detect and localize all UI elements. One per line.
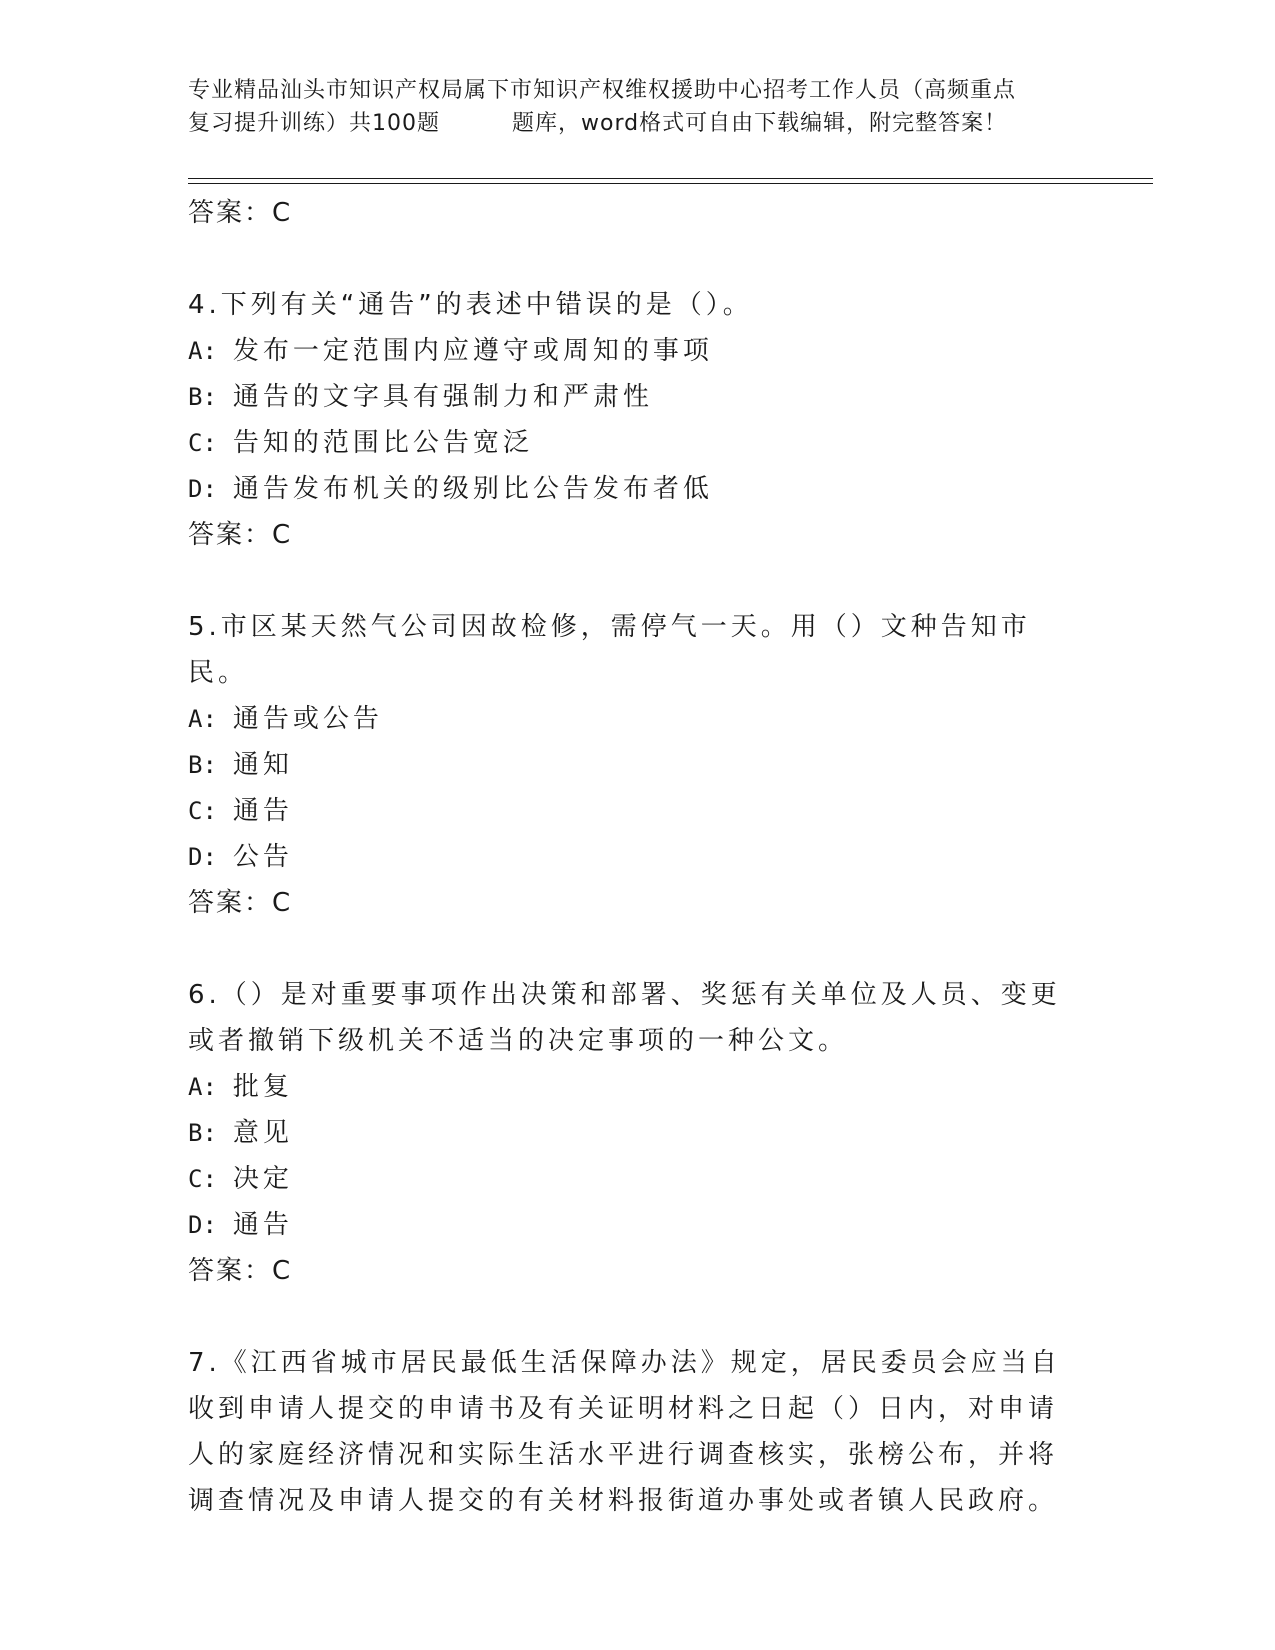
- header-line-2-part-a: 复习提升训练）共100题: [188, 111, 440, 136]
- option-key: C:: [188, 429, 217, 457]
- option-text: 通告: [232, 1210, 293, 1240]
- document-header: [188, 74, 1098, 140]
- option-text: 公告: [232, 842, 293, 872]
- option-a: [188, 1064, 1068, 1110]
- answer-line: 答案：C: [188, 1256, 293, 1286]
- option-text: 通告发布机关的级别比公告发布者低: [232, 474, 713, 504]
- option-key: C:: [188, 1165, 217, 1193]
- option-text: 通告: [232, 796, 293, 826]
- option-key: B:: [188, 1119, 217, 1147]
- option-b: [188, 1110, 1068, 1156]
- option-d: [188, 1202, 1068, 1248]
- option-text: 批复: [232, 1072, 293, 1102]
- option-b: [188, 374, 1068, 420]
- option-key: A:: [188, 1073, 217, 1101]
- header-line-1: 专业精品汕头市知识产权局属下市知识产权维权援助中心招考工作人员（高频重点: [188, 78, 1017, 103]
- option-key: A:: [188, 337, 217, 365]
- option-text: 告知的范围比公告宽泛: [232, 428, 533, 458]
- option-key: A:: [188, 705, 217, 733]
- option-key: C:: [188, 797, 217, 825]
- question-block: [188, 972, 1068, 1294]
- document-body: [188, 190, 1068, 1524]
- answer-line: 答案：C: [188, 198, 293, 228]
- option-text: 通告或公告: [232, 704, 383, 734]
- option-a: [188, 328, 1068, 374]
- spacer: [188, 558, 1068, 604]
- question-block: [188, 604, 1068, 926]
- spacer: [188, 1294, 1068, 1340]
- option-key: B:: [188, 751, 217, 779]
- spacer: [188, 926, 1068, 972]
- header-line-2: [188, 107, 1098, 140]
- option-text: 意见: [232, 1118, 293, 1148]
- option-a: [188, 696, 1068, 742]
- option-d: [188, 834, 1068, 880]
- option-text: 决定: [232, 1164, 293, 1194]
- question-text: 4.下列有关“通告”的表述中错误的是（）。: [188, 290, 753, 320]
- question-text: 6.（）是对重要事项作出决策和部署、奖惩有关单位及人员、变更或者撤销下级机关不适当的决定事项的一种公文。: [188, 980, 1061, 1056]
- option-key: D:: [188, 1211, 217, 1239]
- option-key: B:: [188, 383, 217, 411]
- answer-line: 答案：C: [188, 520, 293, 550]
- option-key: D:: [188, 475, 217, 503]
- header-divider-top: [188, 178, 1153, 179]
- option-text: 发布一定范围内应遵守或周知的事项: [232, 336, 713, 366]
- option-d: [188, 466, 1068, 512]
- header-divider-bottom: [188, 183, 1153, 184]
- option-text: 通知: [232, 750, 293, 780]
- option-c: [188, 1156, 1068, 1202]
- question-block: [188, 1340, 1068, 1524]
- option-key: D:: [188, 843, 217, 871]
- option-c: [188, 788, 1068, 834]
- option-b: [188, 742, 1068, 788]
- spacer: [188, 236, 1068, 282]
- option-text: 通告的文字具有强制力和严肃性: [232, 382, 653, 412]
- option-c: [188, 420, 1068, 466]
- header-line-2-part-b: 题库，word格式可自由下载编辑，附完整答案！: [512, 111, 1008, 136]
- question-text: 7.《江西省城市居民最低生活保障办法》规定，居民委员会应当自收到申请人提交的申请书及有关证明材料之日起（）日内，对申请人的家庭经济情况和实际生活水平进行调查核实，张榜公布，并将调查情况及申请人提交的有关材料报街道办事处或者镇人民政府。: [188, 1348, 1061, 1516]
- question-block: [188, 282, 1068, 558]
- answer-line: 答案：C: [188, 888, 293, 918]
- question-text: 5.市区某天然气公司因故检修，需停气一天。用（）文种告知市民。: [188, 612, 1031, 688]
